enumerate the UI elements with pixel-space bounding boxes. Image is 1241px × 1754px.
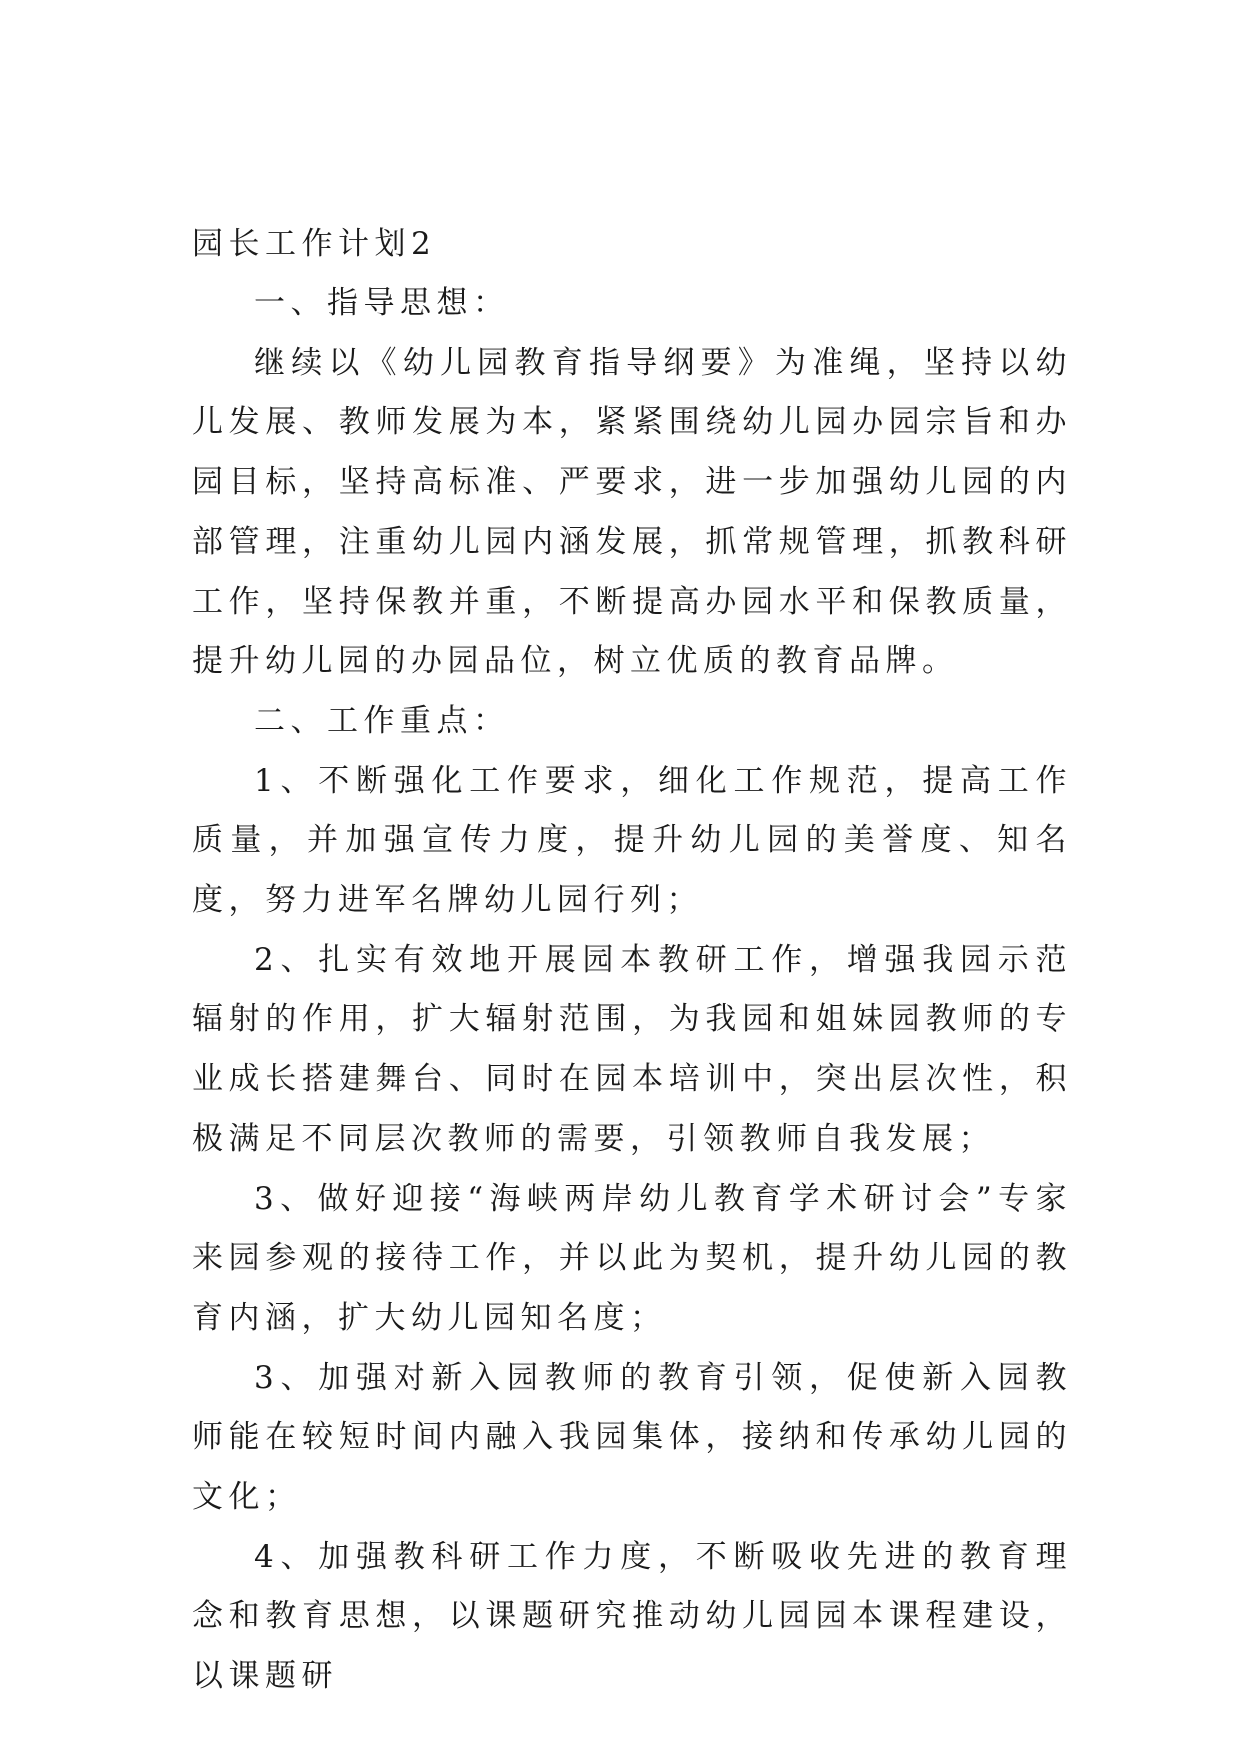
list-item-2: 2、扎实有效地开展园本教研工作，增强我园示范辐射的作用，扩大辐射范围，为我园和姐妹园教师的专业成长搭建舞台、同时在园本培训中，突出层次性，积极满足不同层次教师的需要，引领教师自我发展； xyxy=(192,941,1072,1157)
list-item-3: 3、做好迎接“海峡两岸幼儿教育学术研讨会”专家来园参观的接待工作，并以此为契机，提升幼儿园的教育内涵，扩大幼儿园知名度； xyxy=(192,1180,1072,1336)
section-heading-work-focus: 二、工作重点： xyxy=(254,702,510,739)
list-item-1: 1、不断强化工作要求，细化工作规范，提高工作质量，并加强宣传力度，提升幼儿园的美誉度、知名度，努力进军名牌幼儿园行列； xyxy=(192,762,1072,919)
document-title: 园长工作计划2 xyxy=(192,226,437,262)
document-body xyxy=(192,274,1072,1707)
list-item-4: 4、加强教科研工作力度，不断吸收先进的教育理念和教育思想，以课题研究推动幼儿园园本课程建设，以课题研 xyxy=(192,1538,1072,1695)
section-heading-guiding-ideology: 一、指导思想： xyxy=(254,285,510,321)
paragraph-guiding-ideology: 继续以《幼儿园教育指导纲要》为准绳，坚持以幼儿发展、教师发展为本，紧紧围绕幼儿园办园宗旨和办园目标，坚持高标准、严要求，进一步加强幼儿园的内部管理，注重幼儿园内涵发展，抓常规管理，抓教科研工作，坚持保教并重，不断提高办园水平和保教质量，提升幼儿园的办园品位，树立优质的教育品牌。 xyxy=(192,344,1072,680)
list-item-3b: 3、加强对新入园教师的教育引领，促使新入园教师能在较短时间内融入我园集体，接纳和传承幼儿园的文化； xyxy=(192,1359,1072,1516)
